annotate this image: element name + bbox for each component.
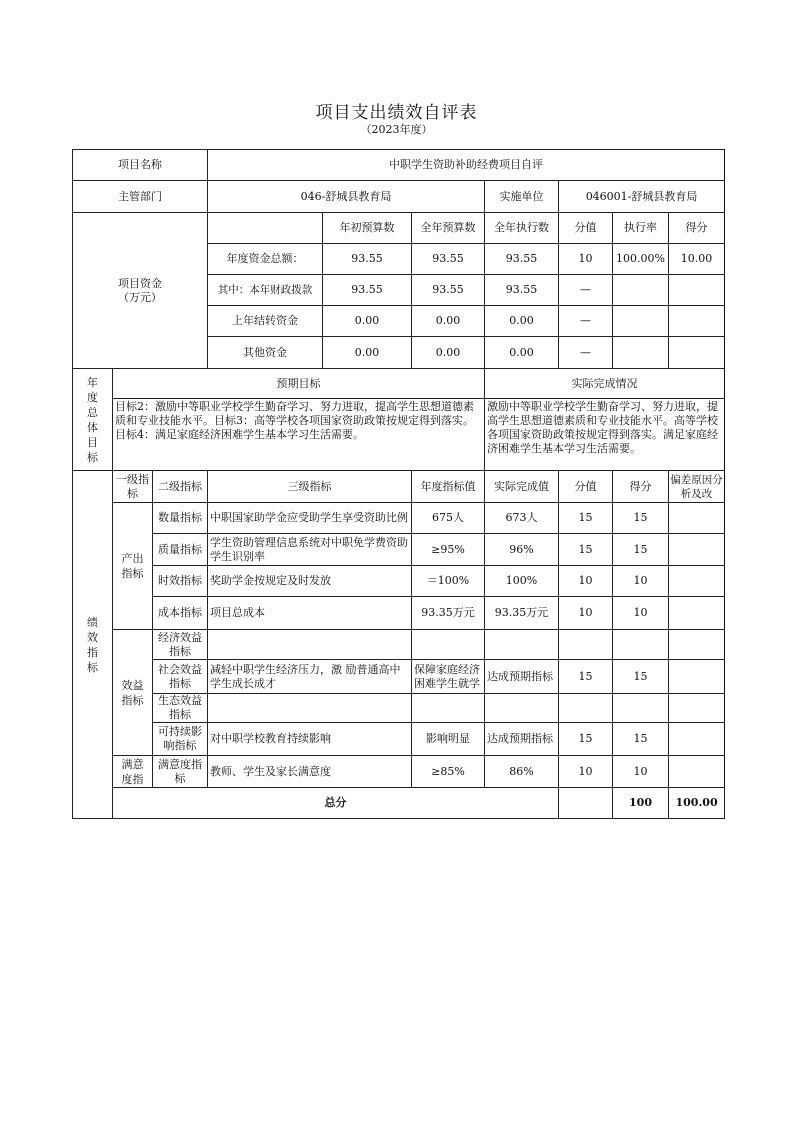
indicator-row <box>73 630 725 660</box>
indicator-level2: 满意度指标 <box>153 756 208 788</box>
funds-rate <box>613 306 669 337</box>
indicator-score: 15 <box>613 503 669 534</box>
dept-value: 046-舒城县教育局 <box>208 181 485 213</box>
indicator-actual: 96% <box>485 534 559 566</box>
indicator-row <box>73 660 725 694</box>
satisfaction-indicator-text: 满意度指 <box>121 757 144 786</box>
indicator-actual: 673人 <box>485 503 559 534</box>
funds-row-label: 其中：本年财政拨款 <box>208 275 323 306</box>
funds-row-label: 上年结转资金 <box>208 306 323 337</box>
total-label: 总分 <box>113 788 559 819</box>
indicator-level2: 时效指标 <box>153 566 208 597</box>
benefit-indicator-text: 效益指标 <box>121 678 144 707</box>
funds-initial: 93.55 <box>323 275 412 306</box>
evaluation-table <box>72 149 725 819</box>
indicator-score-value: 10 <box>559 597 613 630</box>
funds-header-annual: 全年预算数 <box>412 213 485 244</box>
indicator-row <box>73 756 725 788</box>
funds-header-row <box>73 213 725 244</box>
funds-executed: 0.00 <box>485 306 559 337</box>
indicator-target <box>412 694 485 723</box>
indicator-actual: 达成预期指标 <box>485 723 559 756</box>
indicator-deviation <box>669 597 725 630</box>
goals-expected-header: 预期目标 <box>113 369 485 399</box>
goals-expected-text: 目标2：激励中等职业学校学生勤奋学习、努力进取，提高学生思想道德素质和专业技能水平。目标3：高等学校各项国家资助政策按规定得到落实。目标4：满足家庭经济困难学生基本学习生活需要。 <box>113 399 485 471</box>
project-name-row <box>73 150 725 181</box>
indicator-actual: 86% <box>485 756 559 788</box>
indicator-actual: 100% <box>485 566 559 597</box>
indicator-score: 15 <box>613 660 669 694</box>
indicator-actual: 93.35万元 <box>485 597 559 630</box>
goals-actual-text: 激励中等职业学校学生勤奋学习、努力进取，提高学生思想道德素质和专业技能水平。高等学校各项国家资助政策按规定得到落实。满足家庭经济困难学生基本学习生活需要。 <box>485 399 725 471</box>
indicator-level2: 成本指标 <box>153 597 208 630</box>
indicators-section-label <box>73 471 113 819</box>
goals-header-row <box>73 369 725 399</box>
funds-score-value: — <box>559 306 613 337</box>
funds-score: 10.00 <box>669 244 725 275</box>
page-subtitle: （2023年度） <box>360 123 433 136</box>
indicator-score-value: 15 <box>559 534 613 566</box>
benefit-indicator-label <box>113 630 153 756</box>
indicator-level3: 对中职学校教育持续影响 <box>208 723 412 756</box>
goals-section-text: 年度总体目标 <box>87 375 98 464</box>
indicator-level3: 教师、学生及家长满意度 <box>208 756 412 788</box>
indicator-target: 保障家庭经济困难学生就学 <box>412 660 485 694</box>
funds-header-empty <box>208 213 323 244</box>
indicator-row <box>73 694 725 723</box>
funds-executed: 93.55 <box>485 275 559 306</box>
indicator-row <box>73 723 725 756</box>
indicator-score: 15 <box>613 723 669 756</box>
output-indicator-label <box>113 503 153 630</box>
indicator-score: 10 <box>613 597 669 630</box>
funds-initial: 0.00 <box>323 306 412 337</box>
indicator-header-score-value: 分值 <box>559 471 613 503</box>
indicator-score-value <box>559 694 613 723</box>
indicator-header-level2: 二级指标 <box>153 471 208 503</box>
dept-label: 主管部门 <box>73 181 208 213</box>
funds-score <box>669 275 725 306</box>
indicator-header-score: 得分 <box>613 471 669 503</box>
funds-header-executed: 全年执行数 <box>485 213 559 244</box>
indicator-score <box>613 694 669 723</box>
funds-annual: 0.00 <box>412 337 485 369</box>
indicator-score: 15 <box>613 534 669 566</box>
indicator-actual <box>485 694 559 723</box>
indicator-target: ＝100% <box>412 566 485 597</box>
funds-annual: 0.00 <box>412 306 485 337</box>
goals-actual-header: 实际完成情况 <box>485 369 725 399</box>
goals-section-label <box>73 369 113 471</box>
indicator-header-level1: 一级指标 <box>113 471 153 503</box>
indicator-header-level3: 三级指标 <box>208 471 412 503</box>
indicator-score-value: 15 <box>559 723 613 756</box>
indicator-target: ≥95% <box>412 534 485 566</box>
total-score: 100.00 <box>669 788 725 819</box>
indicator-level2: 生态效益指标 <box>153 694 208 723</box>
indicators-section-text: 绩效指标 <box>87 615 98 674</box>
indicator-level3 <box>208 694 412 723</box>
funds-row-label: 年度资金总额： <box>208 244 323 275</box>
indicator-header-row <box>73 471 725 503</box>
funds-header-score: 得分 <box>669 213 725 244</box>
satisfaction-indicator-label <box>113 756 153 788</box>
indicator-score-value: 15 <box>559 660 613 694</box>
indicator-score <box>613 630 669 660</box>
indicator-header-target: 年度指标值 <box>412 471 485 503</box>
funds-initial: 0.00 <box>323 337 412 369</box>
funds-header-rate: 执行率 <box>613 213 669 244</box>
funds-header-score-value: 分值 <box>559 213 613 244</box>
indicator-score-value <box>559 630 613 660</box>
indicator-score: 10 <box>613 566 669 597</box>
indicator-level3: 减轻中职学生经济压力，激 励普通高中学生成长成才 <box>208 660 412 694</box>
funds-rate <box>613 337 669 369</box>
funds-executed: 93.55 <box>485 244 559 275</box>
indicator-level2: 数量指标 <box>153 503 208 534</box>
goals-text-row <box>73 399 725 471</box>
funds-score <box>669 337 725 369</box>
indicator-level3: 奖助学金按规定及时发放 <box>208 566 412 597</box>
indicator-level3 <box>208 630 412 660</box>
indicator-target: ≥85% <box>412 756 485 788</box>
funds-score-value: — <box>559 275 613 306</box>
indicator-score-value: 10 <box>559 756 613 788</box>
indicator-deviation <box>669 630 725 660</box>
total-empty <box>559 788 613 819</box>
indicator-target: 93.35万元 <box>412 597 485 630</box>
indicator-score-value: 10 <box>559 566 613 597</box>
total-row <box>73 788 725 819</box>
funds-rate <box>613 275 669 306</box>
page-title: 项目支出绩效自评表 <box>315 103 478 123</box>
indicator-row <box>73 534 725 566</box>
indicator-row <box>73 503 725 534</box>
output-indicator-text: 产出指标 <box>121 552 144 580</box>
funds-rate: 100.00% <box>613 244 669 275</box>
funds-score-value: 10 <box>559 244 613 275</box>
funds-initial: 93.55 <box>323 244 412 275</box>
indicator-deviation <box>669 694 725 723</box>
indicator-level2: 可持续影响指标 <box>153 723 208 756</box>
funds-score <box>669 306 725 337</box>
indicator-level2: 质量指标 <box>153 534 208 566</box>
funds-score-value: — <box>559 337 613 369</box>
indicator-header-deviation: 偏差原因分析及改 <box>669 471 725 503</box>
indicator-target <box>412 630 485 660</box>
funds-row-label: 其他资金 <box>208 337 323 369</box>
indicator-row <box>73 597 725 630</box>
indicator-target: 影响明显 <box>412 723 485 756</box>
funds-annual: 93.55 <box>412 275 485 306</box>
indicator-actual <box>485 630 559 660</box>
indicator-deviation <box>669 723 725 756</box>
funds-section-text: 项目资金 （万元） <box>118 276 162 304</box>
indicator-deviation <box>669 503 725 534</box>
impl-unit-value: 046001-舒城县教育局 <box>559 181 725 213</box>
indicator-header-actual: 实际完成值 <box>485 471 559 503</box>
indicator-level2: 社会效益指标 <box>153 660 208 694</box>
indicator-level3: 项目总成本 <box>208 597 412 630</box>
indicator-score-value: 15 <box>559 503 613 534</box>
indicator-level2: 经济效益指标 <box>153 630 208 660</box>
total-score-value: 100 <box>613 788 669 819</box>
project-name-value: 中职学生资助补助经费项目自评 <box>208 150 725 181</box>
indicator-deviation <box>669 534 725 566</box>
indicator-actual: 达成预期指标 <box>485 660 559 694</box>
department-row <box>73 181 725 213</box>
indicator-level3: 学生资助管理信息系统对中职免学费资助学生识别率 <box>208 534 412 566</box>
funds-executed: 0.00 <box>485 337 559 369</box>
indicator-deviation <box>669 566 725 597</box>
project-name-label: 项目名称 <box>73 150 208 181</box>
indicator-score: 10 <box>613 756 669 788</box>
indicator-level3: 中职国家助学金应受助学生享受资助比例 <box>208 503 412 534</box>
indicator-deviation <box>669 660 725 694</box>
funds-section-label <box>73 213 208 369</box>
funds-annual: 93.55 <box>412 244 485 275</box>
indicator-deviation <box>669 756 725 788</box>
impl-unit-label: 实施单位 <box>485 181 559 213</box>
indicator-target: 675人 <box>412 503 485 534</box>
indicator-row <box>73 566 725 597</box>
funds-header-initial: 年初预算数 <box>323 213 412 244</box>
